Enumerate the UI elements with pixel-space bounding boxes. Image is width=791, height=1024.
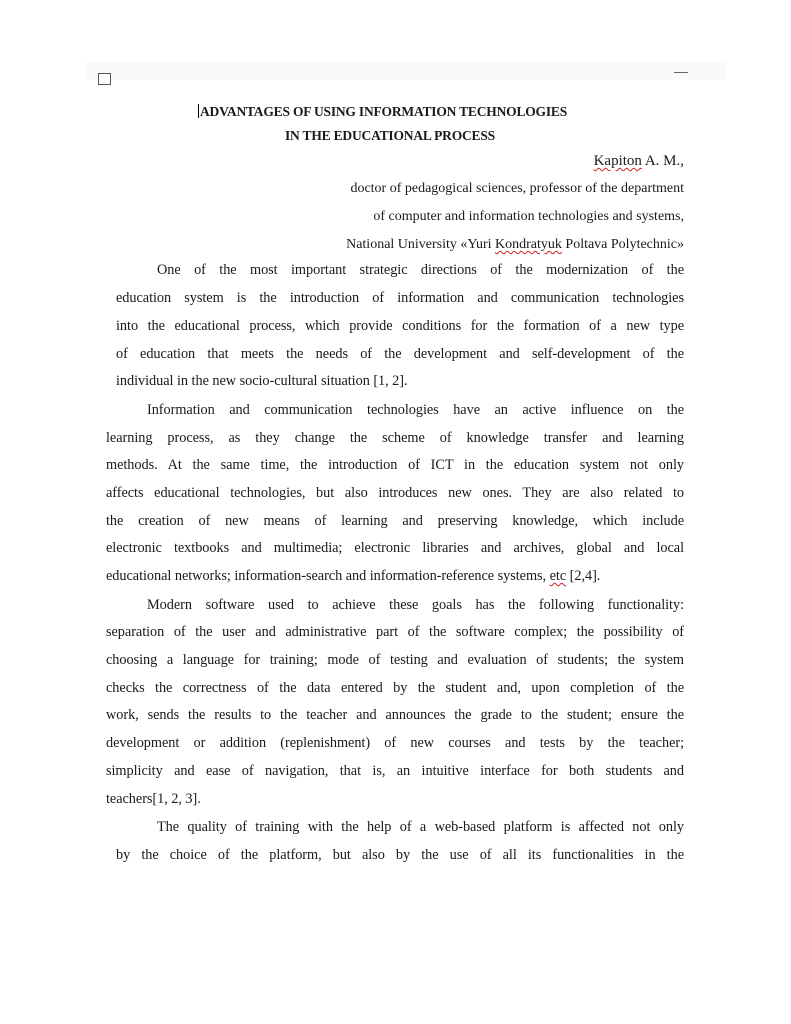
text-cursor [198,104,199,118]
paragraph-2-line: electronic textbooks and multimedia; electronic libraries and archives, global and local [106,540,684,556]
title-line-1: ADVANTAGES OF USING INFORMATION TECHNOLOGIES [200,104,568,119]
affiliation-line-2: of computer and information technologies and systems, [373,209,684,224]
title-line-2: IN THE EDUCATIONAL PROCESS [285,128,495,143]
paragraph-2-line: Information and communication technologies have an active influence on the [147,402,684,418]
paragraph-3-line: choosing a language for training; mode of testing and evaluation of students; the system [106,652,684,668]
paragraph-3-line: work, sends the results to the teacher and announces the grade to the student; ensure the [106,707,684,723]
spellcheck-author-surname: Kapiton [593,153,642,169]
spellcheck-etc: etc [549,568,567,584]
paragraph-4-line: by the choice of the platform, but also by the use of all its functionalities in the [116,847,684,863]
paragraph-2-line: affects educational technologies, but also introduces new ones. They are also related to [106,485,684,501]
minimize-icon[interactable] [674,72,688,73]
paragraph-2-line: the creation of new means of learning and preserving knowledge, which include [106,513,684,529]
paragraph-2-line: learning process, as they change the scheme of knowledge transfer and learning [106,430,684,446]
paragraph-2-line: methods. At the same time, the introduction of ICT in the education system not only [106,457,684,473]
paragraph-1-line: of education that meets the needs of the development and self-development of the [116,346,684,362]
spellcheck-kondratyuk: Kondratyuk [495,237,562,252]
paragraph-3-line: teachers[1, 2, 3]. [106,791,201,807]
paragraph-3-line: simplicity and ease of navigation, that is, an intuitive interface for both students and [106,763,684,779]
author-name: Kapiton A. M., [593,153,684,169]
paragraph-1-line: education system is the introduction of information and communication technologies [116,290,684,306]
paragraph-marker-icon[interactable] [98,73,111,85]
paragraph-1-line: into the educational process, which provide conditions for the formation of a new type [116,318,684,334]
paragraph-4-line: The quality of training with the help of a web-based platform is affected not only [157,819,684,835]
paragraph-1-line: One of the most important strategic directions of the modernization of the [157,262,684,278]
paragraph-2-line: educational networks; information-search and information-reference systems, etc [2,4]. [106,568,601,584]
paragraph-3-line: checks the correctness of the data entered by the student and, upon completion of the [106,680,684,696]
paragraph-3-line: development or addition (replenishment) of new courses and tests by the teacher; [106,735,684,751]
affiliation-line-1: doctor of pedagogical sciences, professor of the department [350,181,684,196]
paragraph-3-line: separation of the user and administrative part of the software complex; the possibility of [106,624,684,640]
page-header-band [85,62,725,80]
paragraph-1-line: individual in the new socio-cultural situation [1, 2]. [116,373,408,389]
affiliation-line-3: National University «Yuri Kondratyuk Poltava Polytechnic» [346,237,684,252]
paragraph-3-line: Modern software used to achieve these goals has the following functionality: [147,597,684,613]
